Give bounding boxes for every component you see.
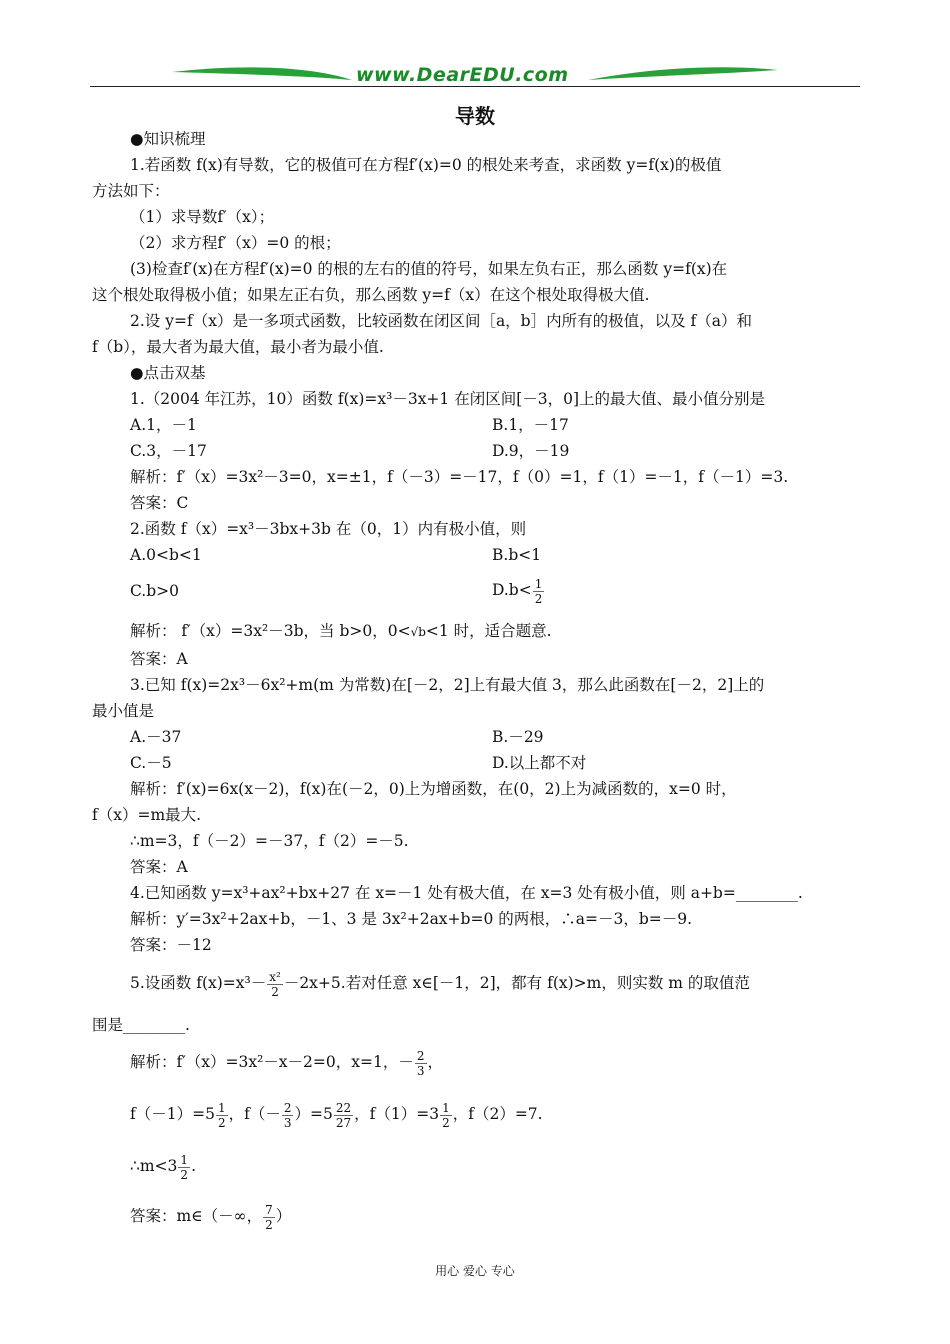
fraction: $\frac{1}{2}$	[180, 1152, 189, 1182]
fraction: $\frac{2}{3}$	[416, 1048, 425, 1078]
solution-text: 解析：f′（x）=3x²－3=0，x=±1，f（－3）=－17，f（0）=1，f（1）=－1，f（－1）=3.	[130, 468, 789, 486]
fraction: $\frac{\text{x²}}{2}$	[269, 969, 281, 999]
page-title: 导数	[455, 104, 495, 128]
text-line: (3)检查f′(x)在方程f′(x)=0 的根的左右的值的符号，如果左负右正，那么函数 y=f(x)在	[130, 260, 728, 278]
option-b: B.－29	[492, 728, 544, 746]
question-4-stem: 4.已知函数 y=x³+ax²+bx+27 在 x=－1 处有极大值，在 x=3 处有极小值，则 a+b=________.	[130, 884, 803, 902]
fraction: $\frac{1}{2}$	[534, 576, 543, 606]
fraction: $\frac{22}{27}$	[335, 1100, 352, 1130]
page-footer: 用心 爱心 专心	[435, 1264, 515, 1278]
question-5-stem: 5.设函数 f(x)=x³－ $\frac{\text{x²}}{2}$ －2x+5.若对任意 x∈[－1，2]，都有 f(x)>m，则实数 m 的取值范	[130, 969, 750, 999]
solution-text: ∴m=3，f（－2）=－37，f（2）=－5.	[130, 832, 409, 850]
sqrt-b: √b	[410, 625, 426, 639]
answer-text: 答案：C	[130, 494, 189, 512]
question-5-stem-cont: 围是________.	[92, 1016, 190, 1034]
option-d: D.9，－19	[492, 442, 570, 460]
question-3-stem-cont: 最小值是	[92, 702, 155, 720]
solution-text: ∴m<3 $\frac{1}{2}$ .	[130, 1152, 196, 1182]
solution-text: 解析：f′(x)=6x(x－2)，f(x)在(－2，0)上为增函数，在(0，2)上为减函数的，x=0 时，	[130, 780, 737, 798]
fraction: $\frac{7}{2}$	[265, 1202, 273, 1232]
header-rule	[90, 86, 860, 87]
option-c: C.b>0	[130, 582, 180, 600]
answer-text: 答案：－12	[130, 936, 212, 954]
option-d: D.以上都不对	[492, 754, 587, 772]
text-line: f（b），最大者为最大值，最小者为最小值.	[92, 338, 384, 356]
solution-text: f（x）=m最大.	[92, 806, 202, 824]
text-line: （1）求导数f′（x）；	[130, 208, 275, 226]
text-line: 2.设 y=f（x）是一多项式函数，比较函数在闭区间［a，b］内所有的极值，以及 f（a）和	[130, 312, 753, 330]
option-a: A.1，－1	[130, 416, 197, 434]
text-line: 方法如下：	[92, 182, 170, 200]
solution-text: 解析： f′（x）=3x²－3b，当 b>0，0<√b<1 时，适合题意.	[130, 622, 552, 640]
answer-text: 答案：A	[130, 650, 188, 668]
option-d	[492, 572, 545, 608]
site-logo: www.DearEDU.com	[356, 64, 569, 86]
fraction: $\frac{1}{2}$	[442, 1100, 450, 1130]
text-line: 这个根处取得极小值；如果左正右负，那么函数 y=f（x）在这个根处取得极大值.	[92, 286, 650, 304]
answer-text: 答案：m∈（－∞， $\frac{7}{2}$ ）	[130, 1202, 292, 1232]
question-3-stem: 3.已知 f(x)=2x³－6x²+m(m 为常数)在[－2，2]上有最大值 3，那么此函数在[－2，2]上的	[130, 676, 765, 694]
section-heading-basics: ●点击双基	[130, 364, 206, 382]
text-line: 1.若函数 f(x)有导数，它的极值可在方程f′(x)=0 的根处来考查，求函数 y=f(x)的极值	[130, 156, 722, 174]
answer-text: 答案：A	[130, 858, 188, 876]
banner-swoosh-right	[588, 67, 778, 80]
option-b: B.1，－17	[492, 416, 569, 434]
fraction: $\frac{2}{3}$	[283, 1100, 292, 1130]
section-heading-knowledge: ●知识梳理	[130, 130, 206, 148]
solution-text: 解析：y′=3x²+2ax+b，－1、3 是 3x²+2ax+b=0 的两根，∴a=－3，b=－9.	[130, 910, 693, 928]
option-a: A.－37	[130, 728, 182, 746]
option-c: C.－5	[130, 754, 172, 772]
solution-text: 解析：f′（x）=3x²－x－2=0，x=1，－ $\frac{2}{3}$ ，	[130, 1048, 444, 1078]
question-1-stem: 1.（2004 年江苏，10）函数 f(x)=x³－3x+1 在闭区间[－3，0]上的最大值、最小值分别是	[130, 390, 766, 408]
text-line: （2）求方程f′（x）=0 的根；	[130, 234, 341, 252]
option-c: C.3，－17	[130, 442, 207, 460]
fraction: $\frac{1}{2}$	[217, 1100, 226, 1130]
option-d-text: D.b<	[492, 581, 532, 599]
banner-swoosh-left	[172, 67, 352, 80]
option-b: B.b<1	[492, 546, 542, 564]
solution-text: f（－1）=5 $\frac{1}{2}$ ，f（－ $\frac{2}{3}$ ）=5 $\frac{22}{27}$ ，f（1）=3 $\frac{1}{2}$ ，f（2）=7.	[130, 1100, 543, 1130]
question-2-stem: 2.函数 f（x）=x³－3bx+3b 在（0，1）内有极小值，则	[130, 520, 527, 538]
option-a: A.0<b<1	[130, 546, 202, 564]
